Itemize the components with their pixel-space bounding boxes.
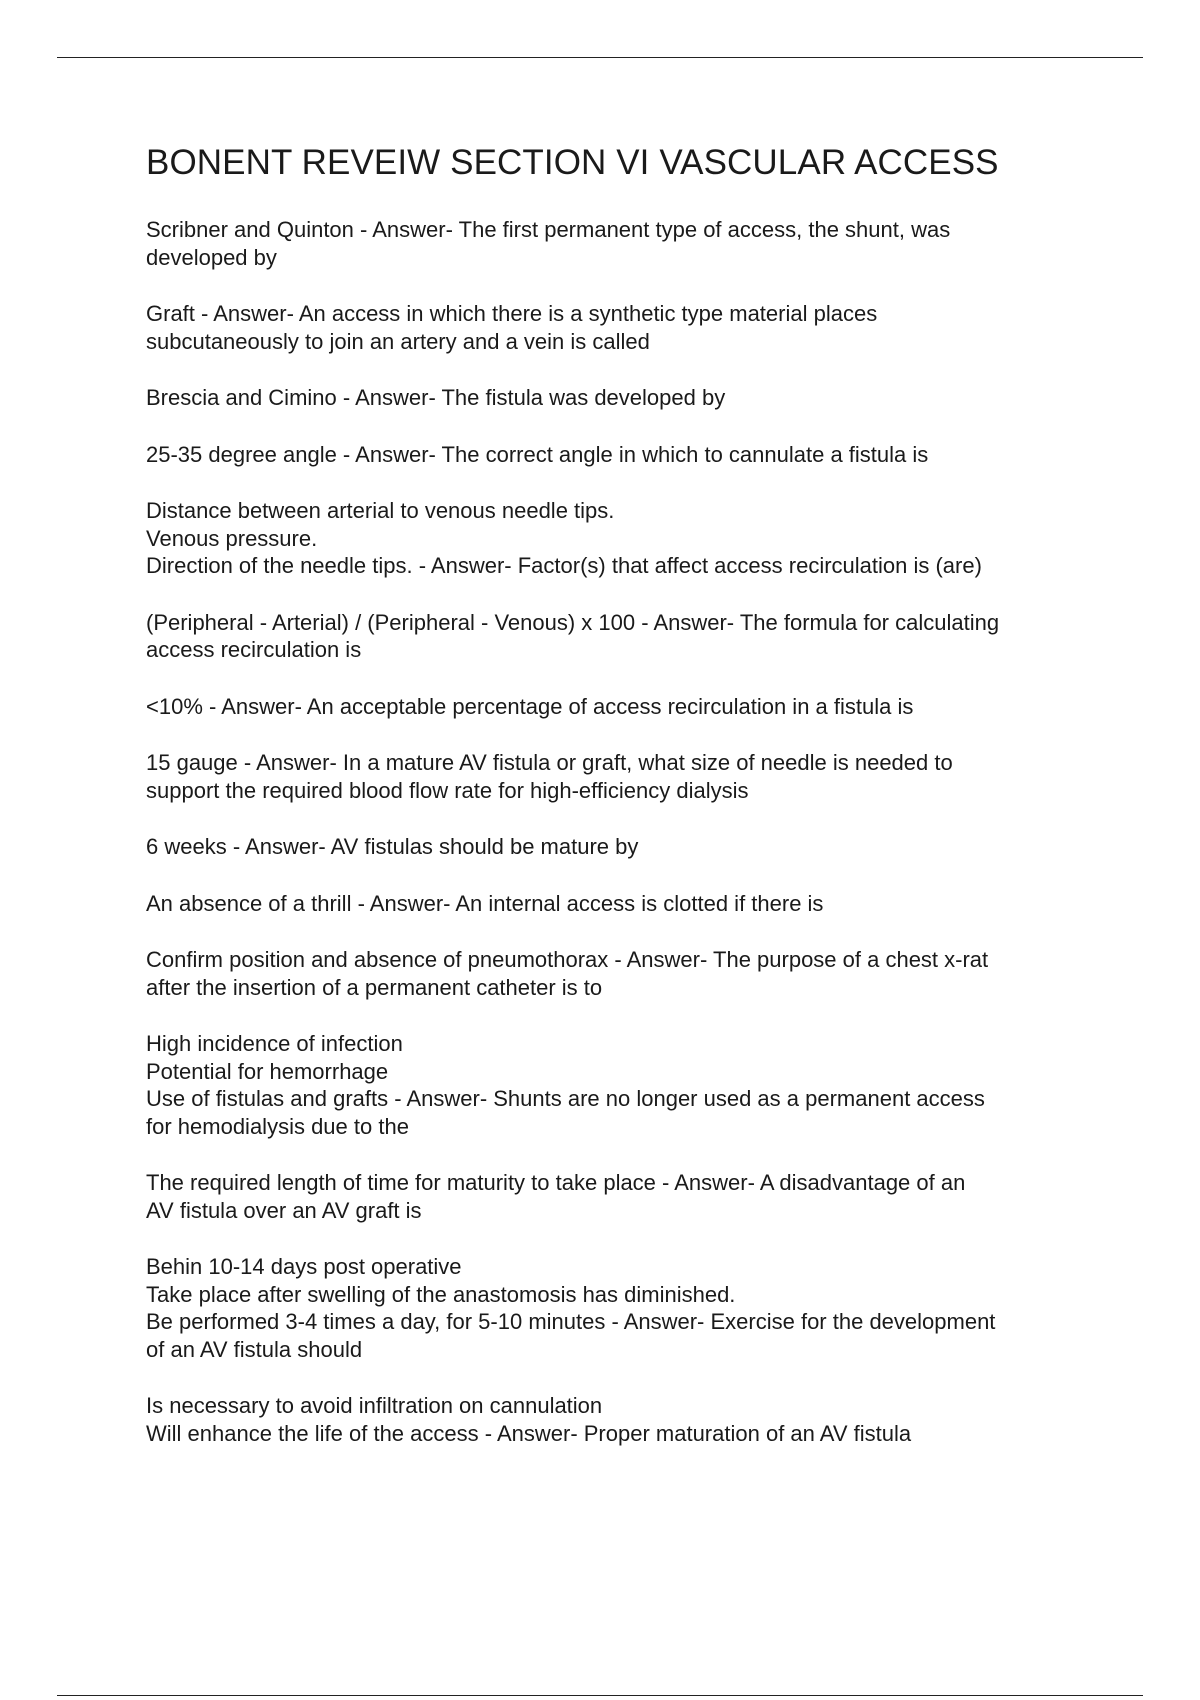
qa-entry [146,890,1096,918]
document-body [146,142,1096,1476]
qa-entry [146,384,1096,412]
qa-entry [146,1392,1096,1447]
qa-entry [146,693,1096,721]
qa-entry-line: AV fistula over an AV graft is [146,1197,422,1223]
qa-list [146,216,1096,1447]
qa-entry [146,1169,1096,1224]
qa-entry-line: support the required blood flow rate for high-efficiency dialysis [146,777,749,803]
document-title: BONENT REVEIW SECTION VI VASCULAR ACCESS [146,143,999,182]
qa-entry-line: High incidence of infection [146,1031,403,1056]
qa-entry-line: Scribner and Quinton - Answer- The first permanent type of access, the shunt, was [146,217,951,242]
qa-entry-line: Take place after swelling of the anastomosis has diminished. [146,1281,736,1307]
qa-entry [146,833,1096,861]
qa-entry-line: The required length of time for maturity to take place - Answer- A disadvantage of an [146,1170,966,1195]
qa-entry-line: Graft - Answer- An access in which there is a synthetic type material places [146,301,878,326]
qa-entry-line: Confirm position and absence of pneumothorax - Answer- The purpose of a chest x-rat [146,947,989,972]
qa-entry [146,1030,1096,1140]
qa-entry [146,946,1096,1001]
qa-entry-line: developed by [146,244,277,270]
qa-entry [146,441,1096,469]
qa-entry [146,497,1096,580]
qa-entry-line: (Peripheral - Arterial) / (Peripheral - Venous) x 100 - Answer- The formula for calculating [146,609,1000,635]
qa-entry-line: Be performed 3-4 times a day, for 5-10 minutes - Answer- Exercise for the development [146,1309,996,1334]
qa-entry-line: Distance between arterial to venous needle tips. [146,498,615,523]
qa-entry-line: <10% - Answer- An acceptable percentage of access recirculation in a fistula is [146,693,914,719]
qa-entry-line: Brescia and Cimino - Answer- The fistula was developed by [146,385,726,410]
qa-entry-line: 6 weeks - Answer- AV fistulas should be mature by [146,834,639,859]
qa-entry-line: of an AV fistula should [146,1336,363,1362]
qa-entry-line: An absence of a thrill - Answer- An internal access is clotted if there is [146,890,824,916]
qa-entry-line: Venous pressure. [146,525,318,551]
qa-entry [146,749,1096,804]
qa-entry-line: Direction of the needle tips. - Answer- Factor(s) that affect access recirculation is (are) [146,553,982,578]
qa-entry [146,300,1096,355]
qa-entry [146,1253,1096,1363]
qa-entry-line: for hemodialysis due to the [146,1113,409,1139]
qa-entry-line: Use of fistulas and grafts - Answer- Shunts are no longer used as a permanent access [146,1086,985,1111]
qa-entry [146,216,1096,271]
qa-entry-line: 25-35 degree angle - Answer- The correct angle in which to cannulate a fistula is [146,441,929,467]
qa-entry-line: Potential for hemorrhage [146,1058,389,1084]
qa-entry [146,609,1096,664]
header-rule [57,57,1143,58]
qa-entry-line: Behin 10-14 days post operative [146,1254,462,1279]
qa-entry-line: after the insertion of a permanent catheter is to [146,974,603,1000]
qa-entry-line: Is necessary to avoid infiltration on cannulation [146,1393,603,1418]
footer-rule [57,1695,1143,1696]
qa-entry-line: 15 gauge - Answer- In a mature AV fistula or graft, what size of needle is needed to [146,750,953,775]
qa-entry-line: subcutaneously to join an artery and a vein is called [146,328,650,354]
qa-entry-line: Will enhance the life of the access - Answer- Proper maturation of an AV fistula [146,1420,912,1446]
qa-entry-line: access recirculation is [146,637,362,662]
